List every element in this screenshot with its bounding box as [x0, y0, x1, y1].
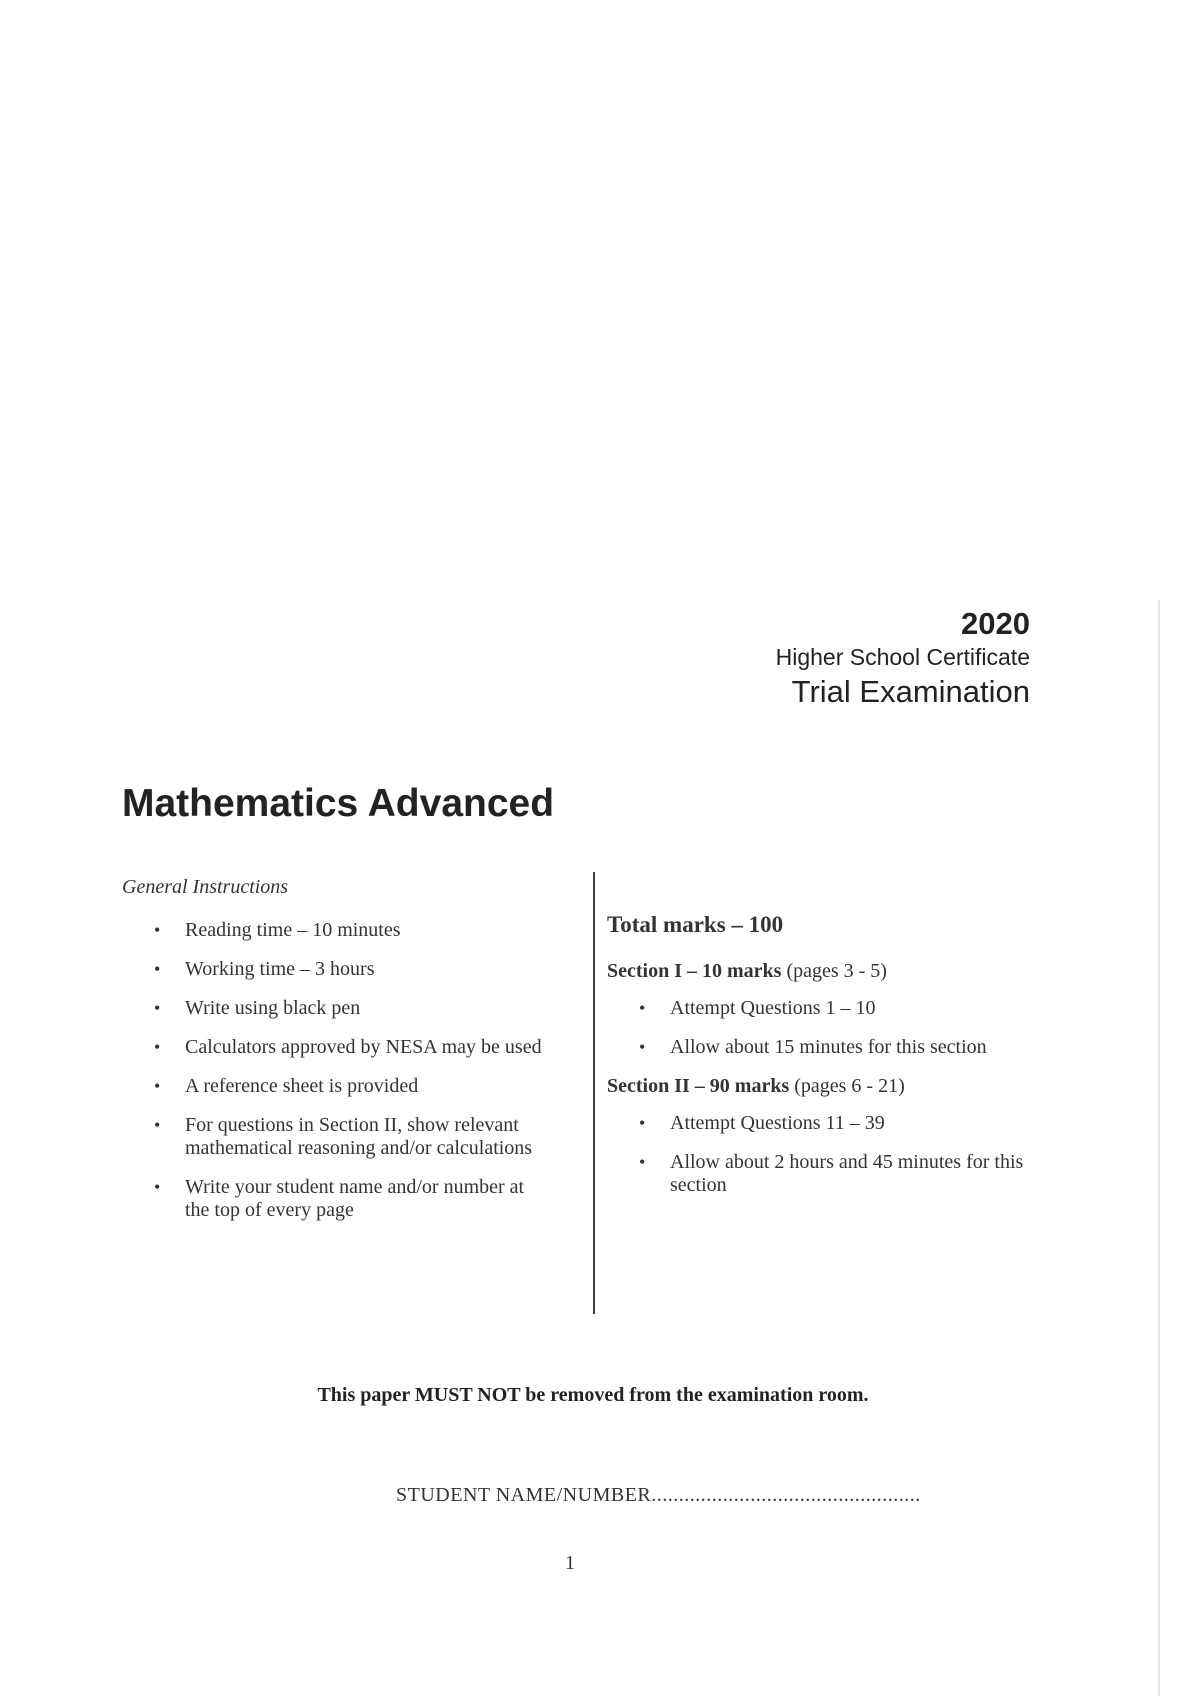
instruction-item: • Calculators approved by NESA may be used	[122, 1036, 562, 1059]
instruction-item: • Reading time – 10 minutes	[122, 919, 562, 942]
section-2-item: • Allow about 2 hours and 45 minutes for this section	[607, 1151, 1037, 1197]
instruction-item: • Working time – 3 hours	[122, 958, 562, 981]
student-name-field: STUDENT NAME/NUMBER.................................................	[396, 1484, 921, 1506]
exam-type: Trial Examination	[791, 674, 1030, 709]
section-2-pages: (pages 6 - 21)	[794, 1075, 905, 1097]
section-1-list	[607, 997, 1037, 1059]
section-2-item: • Attempt Questions 11 – 39	[607, 1112, 1037, 1135]
column-divider	[593, 872, 595, 1314]
total-marks: Total marks – 100	[607, 912, 784, 937]
section-1-title: Section I – 10 marks	[607, 960, 782, 982]
scan-edge	[1158, 600, 1160, 1696]
instruction-item: • Write your student name and/or number at the top of every page	[122, 1176, 562, 1222]
instructions-heading: General Instructions	[122, 876, 289, 898]
page-number: 1	[565, 1552, 575, 1574]
exam-header	[776, 606, 1030, 712]
instruction-item: • For questions in Section II, show relevant mathematical reasoning and/or calculations	[122, 1114, 562, 1160]
exam-room-notice: This paper MUST NOT be removed from the examination room.	[317, 1384, 869, 1406]
instructions-list	[122, 919, 562, 1222]
exam-year: 2020	[961, 606, 1030, 641]
instruction-item: • Write using black pen	[122, 997, 562, 1020]
section-1-item: • Allow about 15 minutes for this section	[607, 1036, 1037, 1059]
certificate-name: Higher School Certificate	[775, 644, 1030, 670]
section-1-pages: (pages 3 - 5)	[786, 960, 887, 982]
section-1-item: • Attempt Questions 1 – 10	[607, 997, 1037, 1020]
subject-title: Mathematics Advanced	[122, 782, 555, 825]
section-1-heading	[607, 960, 1037, 983]
section-2-heading	[607, 1075, 1037, 1098]
instruction-item: • A reference sheet is provided	[122, 1075, 562, 1098]
general-instructions	[122, 876, 562, 1238]
section-2-list	[607, 1112, 1037, 1197]
marks-summary	[607, 912, 1037, 1213]
section-2-title: Section II – 90 marks	[607, 1075, 790, 1097]
